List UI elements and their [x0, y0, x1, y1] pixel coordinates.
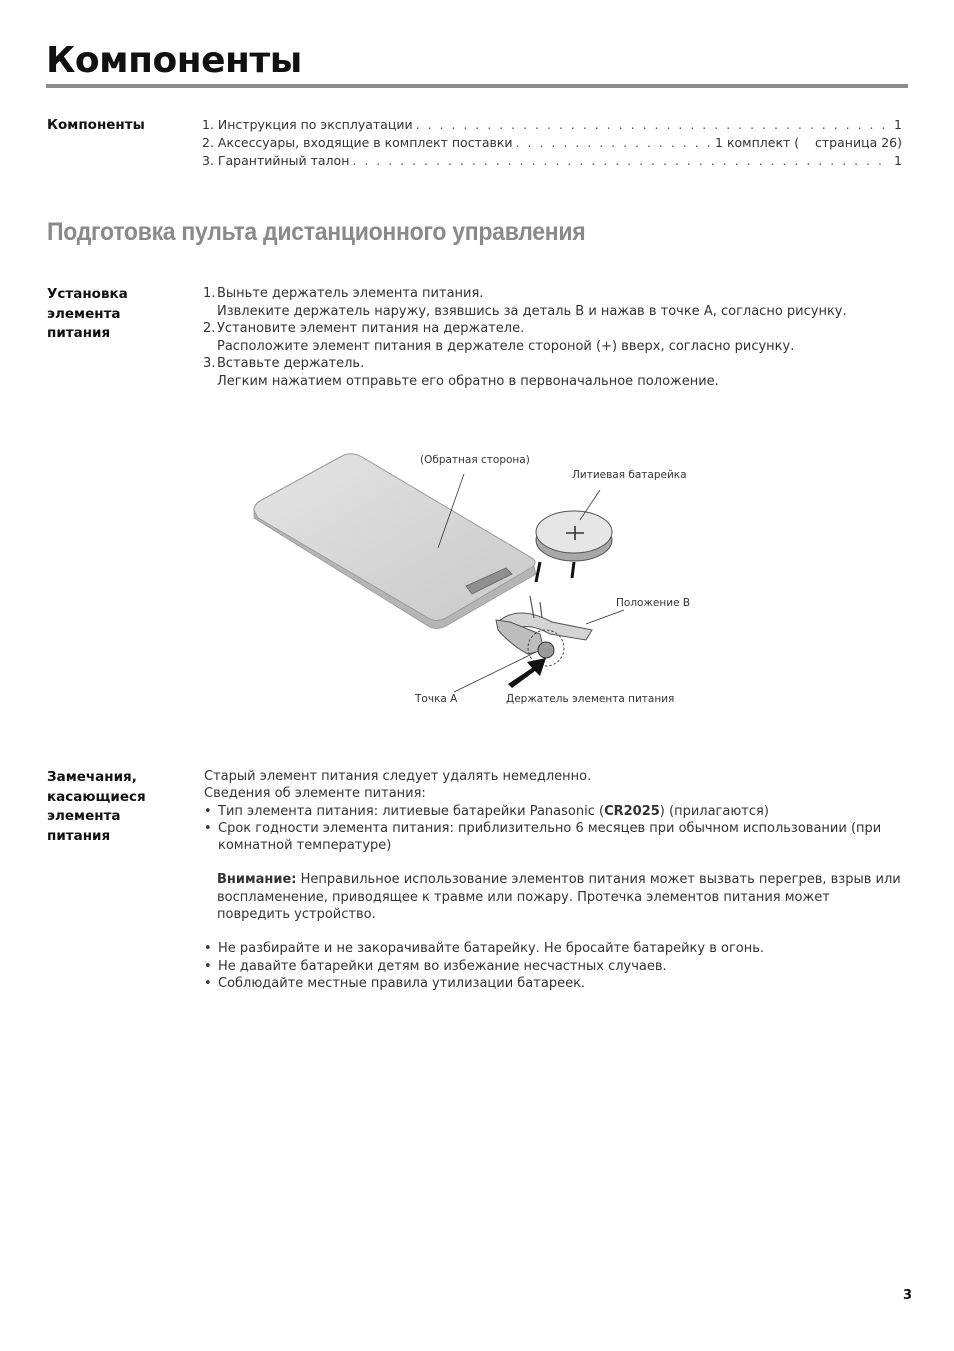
step-detail: Легким нажатием отправьте его обратно в первоначальное положение. [217, 373, 719, 389]
battery-type-item [204, 803, 904, 820]
callout-line [454, 652, 536, 692]
insert-guide-lines [536, 562, 574, 582]
point-a-label: Точка A [415, 693, 458, 705]
step-item [203, 320, 903, 355]
toc-row [202, 152, 902, 170]
toc-item-text: 1. Инструкция по эксплуатации [202, 117, 413, 132]
leader-dots [416, 116, 891, 134]
notes-intro: Старый элемент питания следует удалять немедленно. [204, 769, 592, 784]
battery-label: Литиевая батарейка [572, 469, 687, 481]
step-number: 3. [203, 356, 216, 371]
step-title: Установите элемент питания на держателе. [217, 321, 525, 336]
title-rule [46, 84, 908, 88]
step-item [203, 285, 903, 320]
leader-dots [352, 152, 891, 170]
battery-holder [496, 596, 592, 658]
toc-row [202, 134, 902, 152]
back-side-label: (Обратная сторона) [420, 454, 530, 466]
lithium-battery [536, 511, 612, 561]
warning-label: Внимание: [217, 872, 297, 888]
rule-item: • Не давайте батарейки детям во избежание несчастных случаев. [204, 958, 904, 975]
rule-item: • Соблюдайте местные правила утилизации батареек. [204, 975, 904, 992]
battery-notes-label: Замечания, касающиеся элемента питания [47, 769, 146, 844]
warning-text: Неправильное использование элементов питания может вызвать перегрев, взрыв или воспламенение, приводящее к травме или пожару. Протечка элементов питания может повредить устройство. [217, 872, 901, 923]
install-steps [203, 285, 903, 390]
holder-label: Держатель элемента питания [506, 693, 675, 705]
toc-row [202, 116, 902, 134]
step-title: Вставьте держатель. [217, 356, 365, 371]
components-list [202, 116, 902, 170]
step-number: 2. [203, 321, 216, 336]
callout-line [586, 610, 624, 624]
page-title: Компоненты [46, 40, 302, 81]
step-number: 1. [203, 286, 216, 301]
remote-control [254, 454, 536, 629]
page-number: 3 [903, 1288, 913, 1303]
toc-item-text: 2. Аксессуары, входящие в комплект поставки [202, 135, 513, 150]
toc-item-text: 3. Гарантийный талон [202, 153, 350, 168]
step-detail: Извлеките держатель наружу, взявшись за деталь B и нажав в точке A, согласно рисунку. [217, 303, 847, 319]
battery-type-text: Тип элемента питания: литиевые батарейки Panasonic ( [218, 803, 605, 819]
warning-paragraph [204, 871, 904, 923]
position-b-label: Положение B [616, 597, 691, 609]
toc-item-value: 1 комплект ( страница 26) [715, 135, 902, 150]
battery-installation-illustration [240, 440, 710, 720]
step-title: Выньте держатель элемента питания. [217, 286, 484, 301]
battery-type-suffix: ) (прилагаются) [659, 803, 769, 819]
leader-dots [516, 134, 712, 152]
step-item [203, 355, 903, 390]
battery-life-item: • Срок годности элемента питания: приблизительно 6 месяцев при обычном использовании (при комнатной температуре) [204, 820, 904, 855]
toc-item-value: 1 [894, 153, 902, 168]
toc-item-value: 1 [894, 117, 902, 132]
battery-notes [204, 768, 904, 992]
notes-info-heading: Сведения об элементе питания: [204, 786, 426, 802]
section-title: Подготовка пульта дистанционного управления [47, 218, 586, 246]
rule-item: • Не разбирайте и не закорачивайте батарейку. Не бросайте батарейку в огонь. [204, 940, 904, 957]
step-detail: Расположите элемент питания в держателе стороной (+) вверх, согласно рисунку. [217, 338, 795, 354]
battery-install-label: Установка элемента питания [47, 286, 128, 341]
battery-model: CR2025 [604, 803, 660, 819]
components-label: Компоненты [47, 117, 145, 133]
